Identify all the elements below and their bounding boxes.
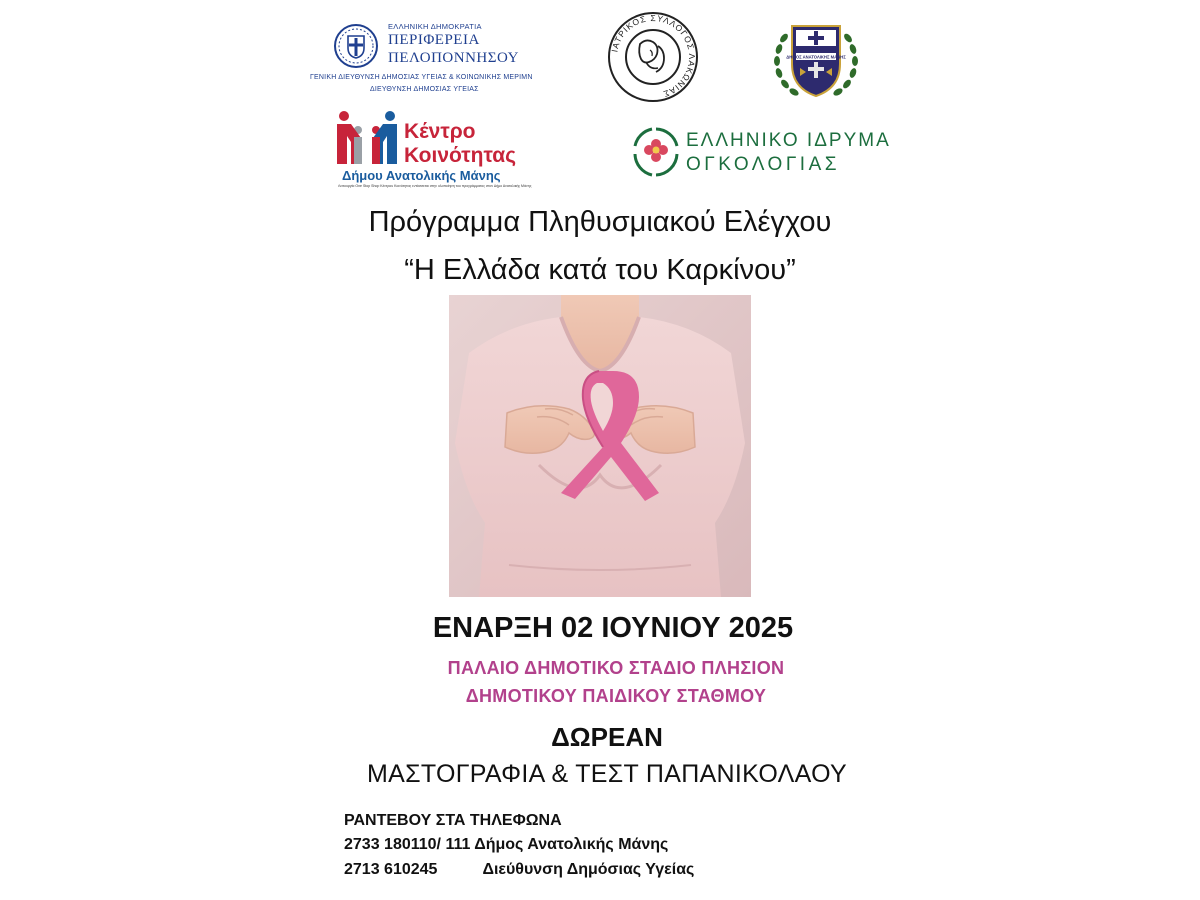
contact-line2-org: Διεύθυνση Δημόσιας Υγείας — [482, 861, 695, 878]
logo-iatrikos-syllogos — [606, 10, 700, 104]
peloponnisos-name-line1: ΠΕΡΙΦΕΡΕΙΑ — [388, 32, 480, 48]
eio-line2: ΟΓΚΟΛΟΓΙΑΣ — [686, 154, 841, 175]
peloponnisos-sub-line1: ΓΕΝΙΚΗ ΔΙΕΥΘΥΝΣΗ ΔΗΜΟΣΙΑΣ ΥΓΕΙΑΣ & ΚΟΙΝΩΝΙΚΗΣ ΜΕΡΙΜΝ — [310, 74, 533, 81]
contact-line2 — [344, 861, 694, 879]
eio-flower-icon — [632, 126, 680, 178]
pink-ribbon-photo — [449, 295, 751, 597]
kentro-line1: Κέντρο — [404, 120, 476, 143]
free-label: ΔΩΡΕΑΝ — [551, 722, 663, 752]
logo-dimos-anatolikis-manis — [770, 18, 862, 102]
kentro-fine-print: Λειτουργία One Stop Shop Κέντρου Κοινότητας εντάσσεται στην υλοποίηση του προγράμματος στον Δήμο Ανατολικής Μάνης — [338, 184, 532, 188]
peloponnisos-sub-line2: ΔΙΕΥΘΥΝΣΗ ΔΗΜΟΣΙΑΣ ΥΓΕΙΑΣ — [370, 86, 479, 93]
logo-elliniko-idryma-ogkologias — [632, 124, 891, 180]
peloponnisos-small-top: ΕΛΛΗΝΙΚΗ ΔΗΜΟΚΡΑΤΙΑ — [388, 22, 482, 31]
kentro-line2: Κοινότητας — [404, 144, 517, 167]
logo-kentro-koinotitas — [334, 108, 530, 190]
svg-text:ΙΑΤΡΙΚΟΣ ΣΥΛΛΟΓΟΣ ΛΑΚΩΝΙΑΣ — [609, 13, 697, 100]
location-line2: ΔΗΜΟΤΙΚΟΥ ΠΑΙΔΙΚΟΥ ΣΤΑΘΜΟΥ — [465, 686, 767, 706]
contact-heading: ΡΑΝΤΕΒΟΥ ΣΤΑ ΤΗΛΕΦΩΝΑ — [344, 812, 562, 829]
iatrikos-ring-text: ΙΑΤΡΙΚΟΣ ΣΥΛΛΟΓΟΣ ΛΑΚΩΝΙΑΣ — [609, 12, 698, 100]
greek-emblem-icon — [332, 22, 380, 70]
contact-line1: 2733 180110/ 111 Δήμος Ανατολικής Μάνης — [344, 836, 669, 853]
kentro-line3: Δήμου Ανατολικής Μάνης — [342, 168, 501, 183]
exams-label: ΜΑΣΤΟΓΡΑΦΙΑ & ΤΕΣΤ ΠΑΠΑΝΙΚΟΛΑΟΥ — [366, 760, 848, 788]
iatrikos-seal-icon — [606, 10, 700, 104]
program-subtitle: “Η Ελλάδα κατά του Καρκίνου” — [404, 254, 796, 286]
start-date: ΕΝΑΡΞΗ 02 ΙΟΥΝΙΟΥ 2025 — [432, 612, 794, 644]
program-title: Πρόγραμμα Πληθυσμιακού Ελέγχου — [368, 206, 832, 238]
kentro-people-icon — [334, 110, 400, 166]
peloponnisos-name-line2: ΠΕΛΟΠΟΝΝΗΣΟΥ — [388, 50, 519, 66]
contact-line2-phone: 2713 610245 — [344, 861, 438, 878]
dimos-banner-text: ΔΗΜΟΣ ΑΝΑΤΟΛΙΚΗΣ ΜΑΝΗΣ — [786, 54, 846, 60]
dimos-crest-icon — [770, 18, 862, 102]
logo-peloponnisos — [308, 18, 533, 96]
location-line1: ΠΑΛΑΙΟ ΔΗΜΟΤΙΚΟ ΣΤΑΔΙΟ ΠΛΗΣΙΟΝ — [447, 658, 785, 678]
eio-line1: ΕΛΛΗΝΙΚΟ ΙΔΡΥΜΑ — [686, 130, 891, 151]
woman-pink-ribbon-illustration — [449, 295, 751, 597]
